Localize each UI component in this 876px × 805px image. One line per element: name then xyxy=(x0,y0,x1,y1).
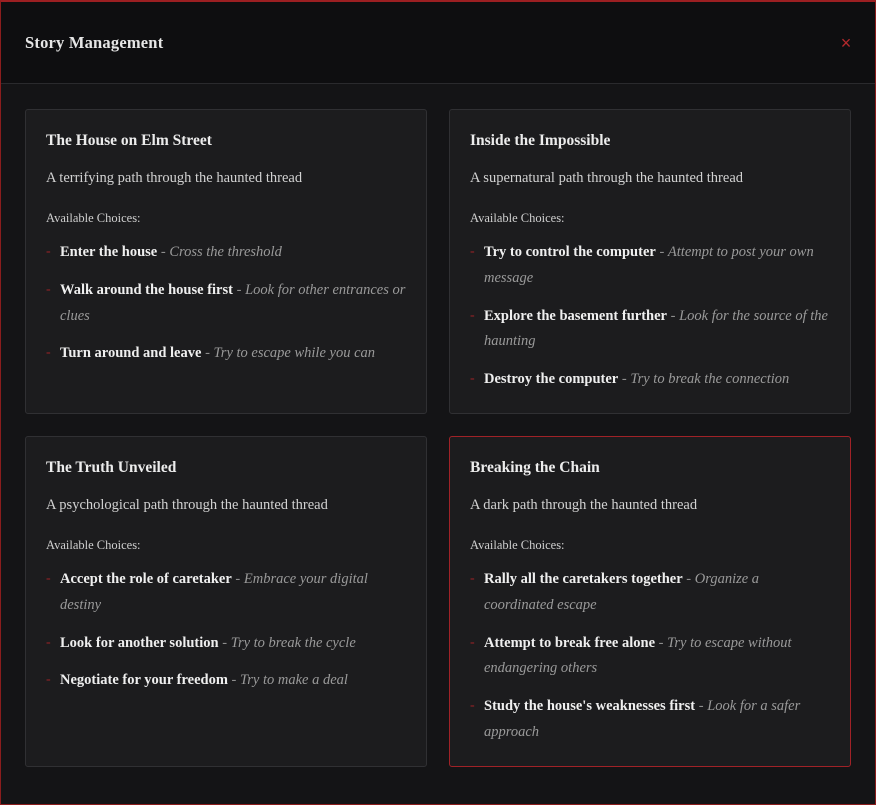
choice-label: Look for another solution xyxy=(60,634,219,651)
available-choices-label: Available Choices: xyxy=(470,537,565,552)
choice-label: Rally all the caretakers together xyxy=(484,570,683,587)
choice-list xyxy=(470,567,830,746)
available-choices-label: Available Choices: xyxy=(46,211,141,225)
page-title: Story Management xyxy=(25,32,164,52)
bullet-icon: - xyxy=(46,345,51,361)
story-card-title: Breaking the Chain xyxy=(470,458,600,476)
story-card-title: The House on Elm Street xyxy=(46,132,212,149)
available-choices-label: Available Choices: xyxy=(46,537,141,552)
choice-separator: - xyxy=(157,244,170,260)
story-card-title: Inside the Impossible xyxy=(470,132,611,149)
choice-label: Accept the role of caretaker xyxy=(60,570,232,587)
choice-separator: - xyxy=(655,244,668,260)
bullet-icon: - xyxy=(470,698,475,714)
choice-separator: - xyxy=(618,371,631,388)
story-card-grid xyxy=(25,109,851,767)
list-item[interactable] xyxy=(46,567,406,619)
list-item[interactable] xyxy=(470,367,830,393)
choice-separator: - xyxy=(218,634,231,651)
bullet-icon: - xyxy=(470,371,475,387)
choice-label: Negotiate for your freedom xyxy=(60,672,228,689)
choice-separator: - xyxy=(227,672,241,689)
choice-detail: Try to make a deal xyxy=(240,672,348,689)
choice-separator: - xyxy=(666,307,680,324)
choice-label: Try to control the computer xyxy=(484,244,656,260)
dialog-header xyxy=(1,2,875,84)
choice-separator: - xyxy=(655,634,668,651)
bullet-icon: - xyxy=(46,634,51,650)
choice-detail: Try to escape without endangering others xyxy=(484,634,792,677)
choice-detail: Try to break the connection xyxy=(630,371,790,388)
choice-list xyxy=(46,240,406,367)
choice-list xyxy=(46,567,406,694)
choice-detail: Embrace your digital destiny xyxy=(60,570,368,613)
choice-detail: Organize a coordinated escape xyxy=(484,570,760,613)
choice-detail: Try to escape while you can xyxy=(213,345,376,362)
list-item[interactable] xyxy=(470,694,830,746)
choice-label: Explore the basement further xyxy=(484,307,667,324)
choice-detail: Cross the threshold xyxy=(169,244,282,260)
bullet-icon: - xyxy=(470,570,475,586)
choice-separator: - xyxy=(201,345,214,362)
story-card-description: A terrifying path through the haunted thread xyxy=(46,170,303,186)
story-card[interactable] xyxy=(449,436,851,767)
bullet-icon: - xyxy=(46,672,51,688)
bullet-icon: - xyxy=(46,281,51,297)
story-card[interactable] xyxy=(25,109,427,414)
choice-separator: - xyxy=(231,570,244,587)
choice-label: Enter the house xyxy=(60,244,158,260)
bullet-icon: - xyxy=(470,307,475,323)
bullet-icon: - xyxy=(46,244,51,259)
choice-detail: Look for a safer approach xyxy=(484,698,801,740)
list-item[interactable] xyxy=(470,304,830,356)
list-item[interactable] xyxy=(46,668,406,694)
choice-detail: Try to break the cycle xyxy=(230,634,356,651)
choice-label: Attempt to break free alone xyxy=(484,634,656,651)
choice-label: Study the house's weaknesses first xyxy=(484,698,696,715)
bullet-icon: - xyxy=(470,634,475,650)
choice-label: Turn around and leave xyxy=(60,345,202,362)
story-card[interactable] xyxy=(25,436,427,767)
choice-detail: Look for other entrances or clues xyxy=(60,281,406,324)
choice-separator: - xyxy=(695,698,708,715)
available-choices-label: Available Choices: xyxy=(470,211,565,225)
list-item[interactable] xyxy=(46,631,406,657)
choice-list xyxy=(470,240,830,393)
dialog-body xyxy=(1,84,875,804)
choice-label: Destroy the computer xyxy=(484,371,619,388)
close-icon[interactable]: × xyxy=(835,32,857,54)
bullet-icon: - xyxy=(470,244,475,259)
choice-separator: - xyxy=(682,570,695,587)
choice-detail: Attempt to post your own message xyxy=(484,244,814,286)
choice-separator: - xyxy=(232,281,246,298)
story-card[interactable] xyxy=(449,109,851,414)
story-card-title: The Truth Unveiled xyxy=(46,458,177,476)
story-card-description: A dark path through the haunted thread xyxy=(470,496,698,513)
bullet-icon: - xyxy=(46,570,51,586)
list-item[interactable] xyxy=(470,567,830,619)
choice-detail: Look for the source of the haunting xyxy=(484,307,828,350)
list-item[interactable] xyxy=(46,240,406,266)
list-item[interactable] xyxy=(470,240,830,292)
choice-label: Walk around the house first xyxy=(60,281,233,298)
story-card-description: A supernatural path through the haunted thread xyxy=(470,170,744,186)
list-item[interactable] xyxy=(46,341,406,367)
list-item[interactable] xyxy=(46,278,406,330)
story-card-description: A psychological path through the haunted thread xyxy=(46,496,328,513)
list-item[interactable] xyxy=(470,631,830,683)
